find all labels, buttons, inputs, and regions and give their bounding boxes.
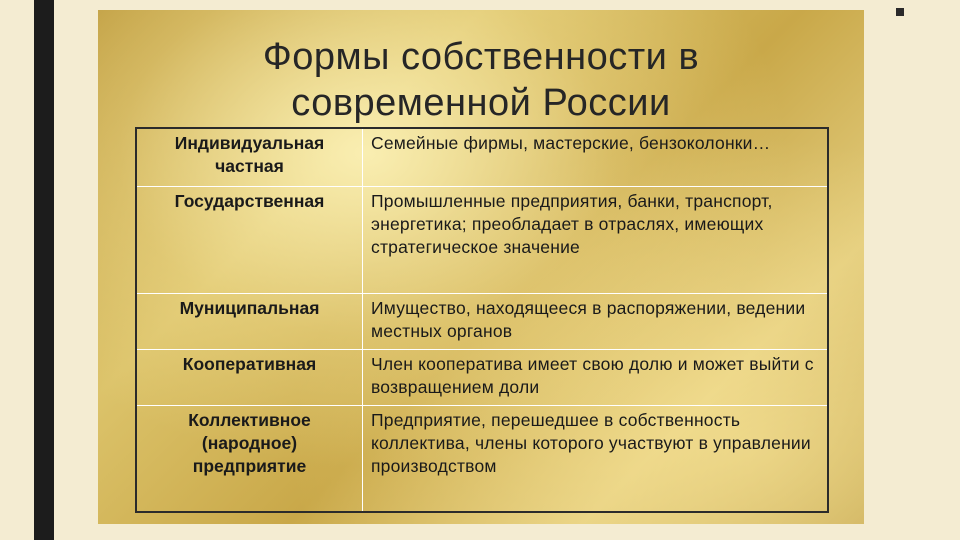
ownership-kind: Коллективное (народное) предприятие bbox=[137, 406, 363, 512]
table-row bbox=[137, 129, 828, 187]
table-row bbox=[137, 350, 828, 406]
ownership-description: Предприятие, перешедшее в собственность коллектива, члены которого участвуют в управлении производством bbox=[363, 406, 828, 512]
table-row bbox=[137, 406, 828, 512]
ownership-description: Промышленные предприятия, банки, транспорт, энергетика; преобладает в отраслях, имеющих стратегическое значение bbox=[363, 187, 828, 294]
slide-title bbox=[98, 34, 864, 126]
ownership-kind: Муниципальная bbox=[137, 294, 363, 350]
title-line-1: Формы собственности в bbox=[262, 36, 700, 78]
ownership-kind: Кооперативная bbox=[137, 350, 363, 406]
ownership-table bbox=[136, 128, 828, 512]
table-row bbox=[137, 294, 828, 350]
slide-left-bar bbox=[34, 0, 54, 540]
ownership-kind: Индивидуальная частная bbox=[137, 129, 363, 187]
ownership-description: Семейные фирмы, мастерские, бензоколонки… bbox=[363, 129, 828, 187]
ownership-kind: Государственная bbox=[137, 187, 363, 294]
ownership-description: Имущество, находящееся в распоряжении, ведении местных органов bbox=[363, 294, 828, 350]
table-row bbox=[137, 187, 828, 294]
slide-panel bbox=[98, 10, 864, 524]
title-line-2: современной России bbox=[291, 82, 671, 124]
slide-corner-marker bbox=[896, 8, 904, 16]
ownership-description: Член кооператива имеет свою долю и может выйти с возвращением доли bbox=[363, 350, 828, 406]
